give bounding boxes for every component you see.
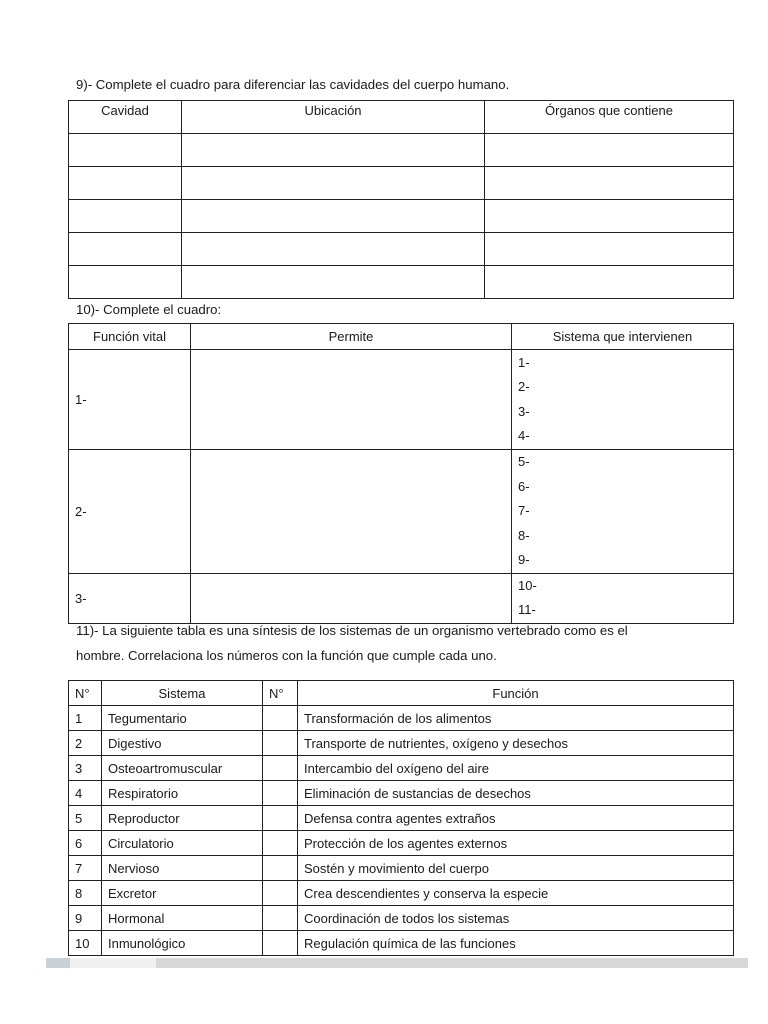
function-description: Regulación química de las funciones: [298, 931, 734, 956]
systems-list: [512, 450, 734, 574]
system-name: Inmunológico: [102, 931, 263, 956]
system-row: [69, 731, 734, 756]
system-number: 2: [69, 731, 102, 756]
cell-cavidad[interactable]: [69, 200, 182, 233]
system-name: Osteoartromuscular: [102, 756, 263, 781]
q9-title: 9)- Complete el cuadro para diferenciar las cavidades del cuerpo humano.: [76, 77, 510, 92]
function-description: Eliminación de sustancias de desechos: [298, 781, 734, 806]
function-description: Protección de los agentes externos: [298, 831, 734, 856]
vital-functions-table: [68, 323, 734, 624]
system-name: Circulatorio: [102, 831, 263, 856]
header-organos: Órganos que contiene: [485, 101, 734, 134]
system-item: 8-: [518, 527, 530, 543]
header-number: N°: [69, 681, 102, 706]
cell-organos[interactable]: [485, 167, 734, 200]
system-row: [69, 931, 734, 956]
cell-ubicacion[interactable]: [182, 167, 485, 200]
system-item: 6-: [518, 478, 530, 494]
cavities-row: [69, 200, 734, 233]
system-number: 3: [69, 756, 102, 781]
header-funcion: Función: [298, 681, 734, 706]
cell-ubicacion[interactable]: [182, 266, 485, 299]
q11-title-line1: 11)- La siguiente tabla es una síntesis de los sistemas de un organismo vertebrado como es el: [76, 623, 628, 638]
function-description: Defensa contra agentes extraños: [298, 806, 734, 831]
system-item: 10-: [518, 577, 537, 593]
cell-permite[interactable]: [191, 573, 512, 623]
q10-title: 10)- Complete el cuadro:: [76, 302, 222, 317]
header-number-answer: N°: [263, 681, 298, 706]
system-item: 11-: [518, 602, 536, 617]
cavities-row: [69, 167, 734, 200]
systems-header-row: [69, 681, 734, 706]
answer-number-cell[interactable]: [263, 706, 298, 731]
systems-table: [68, 680, 734, 956]
answer-number-cell[interactable]: [263, 831, 298, 856]
vital-function-row: [69, 450, 734, 574]
header-permite: Permite: [191, 324, 512, 350]
function-description: Sostén y movimiento del cuerpo: [298, 856, 734, 881]
cavities-header-row: [69, 101, 734, 134]
cell-organos[interactable]: [485, 134, 734, 167]
function-description: Intercambio del oxígeno del aire: [298, 756, 734, 781]
cell-permite[interactable]: [191, 450, 512, 574]
vital-function-row: [69, 350, 734, 450]
system-number: 7: [69, 856, 102, 881]
system-number: 8: [69, 881, 102, 906]
function-label: 3-: [69, 573, 191, 623]
function-label: 1-: [69, 350, 191, 450]
header-ubicacion: Ubicación: [182, 101, 485, 134]
system-name: Respiratorio: [102, 781, 263, 806]
cell-cavidad[interactable]: [69, 233, 182, 266]
system-name: Hormonal: [102, 906, 263, 931]
cell-organos[interactable]: [485, 266, 734, 299]
cell-ubicacion[interactable]: [182, 200, 485, 233]
header-sistema: Sistema: [102, 681, 263, 706]
cavities-row: [69, 266, 734, 299]
page-bottom-border: [46, 958, 748, 968]
answer-number-cell[interactable]: [263, 881, 298, 906]
system-row: [69, 906, 734, 931]
q11-title-line2: hombre. Correlaciona los números con la función que cumple cada uno.: [76, 648, 497, 663]
system-name: Tegumentario: [102, 706, 263, 731]
system-number: 1: [69, 706, 102, 731]
system-row: [69, 781, 734, 806]
system-item: 9-: [518, 552, 530, 567]
systems-list: [512, 350, 734, 450]
system-item: 2-: [518, 379, 530, 394]
vital-functions-header-row: [69, 324, 734, 350]
system-number: 9: [69, 906, 102, 931]
cell-cavidad[interactable]: [69, 134, 182, 167]
function-description: Transporte de nutrientes, oxígeno y desechos: [298, 731, 734, 756]
system-row: [69, 706, 734, 731]
system-item: 1-: [518, 354, 530, 370]
vital-function-row: [69, 573, 734, 623]
cell-cavidad[interactable]: [69, 167, 182, 200]
system-item: 5-: [518, 454, 530, 469]
system-row: [69, 806, 734, 831]
system-item: 7-: [518, 503, 530, 518]
header-cavidad: Cavidad: [69, 101, 182, 134]
cell-ubicacion[interactable]: [182, 134, 485, 167]
answer-number-cell[interactable]: [263, 756, 298, 781]
answer-number-cell[interactable]: [263, 806, 298, 831]
system-item: 4-: [518, 428, 530, 443]
cell-ubicacion[interactable]: [182, 233, 485, 266]
header-funcion-vital: Función vital: [69, 324, 191, 350]
function-description: Coordinación de todos los sistemas: [298, 906, 734, 931]
systems-list: [512, 573, 734, 623]
system-number: 5: [69, 806, 102, 831]
cavities-row: [69, 134, 734, 167]
system-name: Nervioso: [102, 856, 263, 881]
cell-cavidad[interactable]: [69, 266, 182, 299]
answer-number-cell[interactable]: [263, 781, 298, 806]
cell-permite[interactable]: [191, 350, 512, 450]
system-name: Reproductor: [102, 806, 263, 831]
answer-number-cell[interactable]: [263, 906, 298, 931]
function-label: 2-: [69, 450, 191, 574]
cavities-row: [69, 233, 734, 266]
header-sistema: Sistema que intervienen: [512, 324, 734, 350]
system-number: 4: [69, 781, 102, 806]
cavities-table: [68, 100, 734, 299]
answer-number-cell[interactable]: [263, 931, 298, 956]
system-row: [69, 881, 734, 906]
system-row: [69, 856, 734, 881]
cell-organos[interactable]: [485, 233, 734, 266]
function-description: Transformación de los alimentos: [298, 706, 734, 731]
system-name: Excretor: [102, 881, 263, 906]
system-row: [69, 756, 734, 781]
system-item: 3-: [518, 403, 530, 419]
answer-number-cell[interactable]: [263, 731, 298, 756]
system-name: Digestivo: [102, 731, 263, 756]
answer-number-cell[interactable]: [263, 856, 298, 881]
function-description: Crea descendientes y conserva la especie: [298, 881, 734, 906]
cell-organos[interactable]: [485, 200, 734, 233]
system-number: 10: [69, 931, 102, 956]
system-row: [69, 831, 734, 856]
system-number: 6: [69, 831, 102, 856]
